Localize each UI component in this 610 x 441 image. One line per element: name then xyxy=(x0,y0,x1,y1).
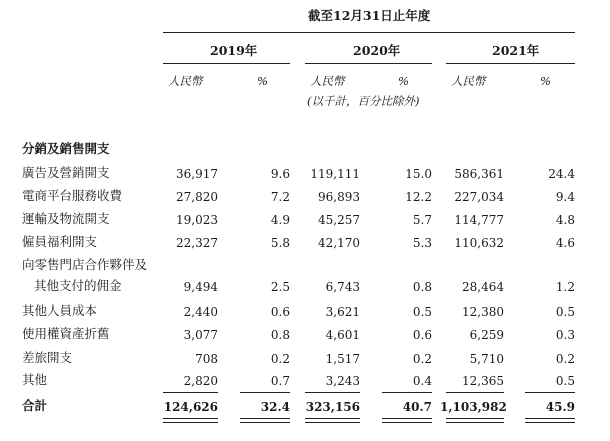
percent-2020: 0.5 xyxy=(412,305,432,319)
value-2020: 3,243 xyxy=(325,374,360,388)
total-double-rule-v2021-b xyxy=(446,422,504,423)
value-2019: 708 xyxy=(195,352,218,366)
percent-2019: 0.7 xyxy=(270,374,290,388)
value-2021: 6,259 xyxy=(469,328,504,342)
value-2020: 119,111 xyxy=(310,167,360,181)
row-label: 僱員福利開支 xyxy=(22,234,98,249)
row-label-continuation: 其他支付的佣金 xyxy=(34,278,122,293)
value-2021: 12,365 xyxy=(462,374,504,388)
value-2019: 9,494 xyxy=(183,280,218,294)
value-2019: 22,327 xyxy=(176,236,218,250)
currency-2020-subheader: 人民幣 xyxy=(310,74,345,88)
row-label: 其他 xyxy=(22,372,48,387)
total-double-rule-v2020-b xyxy=(305,422,360,423)
value-2021: 5,710 xyxy=(469,352,504,366)
percent-2019: 5.8 xyxy=(270,236,290,250)
percent-2019: 0.8 xyxy=(270,328,290,342)
value-2019: 2,440 xyxy=(183,305,218,319)
row-label: 差旅開支 xyxy=(22,350,73,365)
percent-2019: 0.2 xyxy=(270,352,290,366)
percent-2020: 5.7 xyxy=(412,213,432,227)
percent-2020: 0.8 xyxy=(412,280,432,294)
year-2020-underline xyxy=(305,63,432,64)
total-double-rule-p2020-a xyxy=(382,418,432,419)
subtotal-rule-p2021 xyxy=(525,392,575,393)
percent-2020: 0.6 xyxy=(412,328,432,342)
total-value-2020: 323,156 xyxy=(305,400,360,414)
total-percent-2021: 45.9 xyxy=(545,400,575,414)
total-double-rule-v2021-a xyxy=(446,418,504,419)
percent-2020: 0.2 xyxy=(412,352,432,366)
value-2021: 110,632 xyxy=(454,236,504,250)
percent-2019: 7.2 xyxy=(270,190,290,204)
total-double-rule-v2020-a xyxy=(305,418,360,419)
value-2019: 19,023 xyxy=(176,213,218,227)
subtotal-rule-p2020 xyxy=(382,392,432,393)
row-label: 其他人員成本 xyxy=(22,303,98,318)
total-double-rule-p2021-a xyxy=(525,418,575,419)
percent-2020: 0.4 xyxy=(412,374,432,388)
year-2020-heading: 2020年 xyxy=(353,43,401,58)
currency-2021-subheader: 人民幣 xyxy=(451,74,486,88)
value-2020: 3,621 xyxy=(325,305,360,319)
total-double-rule-p2019-b xyxy=(240,422,290,423)
percent-2021: 0.2 xyxy=(555,352,575,366)
percent-2020: 15.0 xyxy=(405,167,432,181)
percent-2020: 5.3 xyxy=(412,236,432,250)
row-label: 使用權資產折舊 xyxy=(22,326,110,341)
row-label: 運輸及物流開支 xyxy=(22,211,110,226)
total-percent-2019: 32.4 xyxy=(260,400,290,414)
value-2021: 227,034 xyxy=(454,190,504,204)
total-double-rule-p2021-b xyxy=(525,422,575,423)
total-double-rule-p2020-b xyxy=(382,422,432,423)
percent-2021: 1.2 xyxy=(555,280,575,294)
value-2020: 45,257 xyxy=(318,213,360,227)
percent-2021: 0.3 xyxy=(555,328,575,342)
value-2021: 114,777 xyxy=(454,213,504,227)
percent-2020-subheader: % xyxy=(398,74,409,88)
year-2021-underline xyxy=(446,63,575,64)
value-2019: 3,077 xyxy=(183,328,218,342)
total-percent-2020: 40.7 xyxy=(402,400,432,414)
subtotal-rule-v2019 xyxy=(163,392,218,393)
percent-2021: 0.5 xyxy=(555,305,575,319)
value-2020: 42,170 xyxy=(318,236,360,250)
subtotal-rule-v2020 xyxy=(305,392,360,393)
value-2020: 1,517 xyxy=(325,352,360,366)
percent-2019: 0.6 xyxy=(270,305,290,319)
row-label: 向零售門店合作夥伴及 xyxy=(22,257,148,272)
currency-2019-subheader: 人民幣 xyxy=(168,74,203,88)
total-double-rule-v2019-a xyxy=(163,418,218,419)
section-title: 分銷及銷售開支 xyxy=(22,141,110,156)
percent-2021: 9.4 xyxy=(555,190,575,204)
year-2019-heading: 2019年 xyxy=(210,43,258,58)
percent-2021: 0.5 xyxy=(555,374,575,388)
value-2020: 4,601 xyxy=(325,328,360,342)
percent-2021-subheader: % xyxy=(540,74,551,88)
subtotal-rule-p2019 xyxy=(240,392,290,393)
year-2021-heading: 2021年 xyxy=(492,43,540,58)
subtotal-rule-v2021 xyxy=(446,392,504,393)
value-2019: 27,820 xyxy=(176,190,218,204)
value-2019: 36,917 xyxy=(176,167,218,181)
year-2019-underline xyxy=(163,63,290,64)
total-value-2019: 124,626 xyxy=(163,400,218,414)
row-label: 廣告及營銷開支 xyxy=(22,165,110,180)
percent-2019: 9.6 xyxy=(270,167,290,181)
value-2021: 586,361 xyxy=(454,167,504,181)
value-2020: 6,743 xyxy=(325,280,360,294)
percent-2019-subheader: % xyxy=(257,74,268,88)
total-double-rule-p2019-a xyxy=(240,418,290,419)
value-2019: 2,820 xyxy=(183,374,218,388)
value-2021: 28,464 xyxy=(462,280,504,294)
unit-note: (以千計，百分比除外) xyxy=(307,94,420,108)
total-value-2021: 1,103,982 xyxy=(440,400,507,414)
total-double-rule-v2019-b xyxy=(163,422,218,423)
percent-2021: 4.8 xyxy=(555,213,575,227)
total-label: 合計 xyxy=(22,398,48,413)
period-header: 截至12月31日止年度 xyxy=(308,8,431,23)
percent-2020: 12.2 xyxy=(405,190,432,204)
header-rule-top xyxy=(163,32,575,33)
percent-2021: 24.4 xyxy=(548,167,575,181)
value-2021: 12,380 xyxy=(462,305,504,319)
percent-2019: 2.5 xyxy=(270,280,290,294)
row-label: 電商平台服務收費 xyxy=(22,188,123,203)
value-2020: 96,893 xyxy=(318,190,360,204)
percent-2019: 4.9 xyxy=(270,213,290,227)
percent-2021: 4.6 xyxy=(555,236,575,250)
